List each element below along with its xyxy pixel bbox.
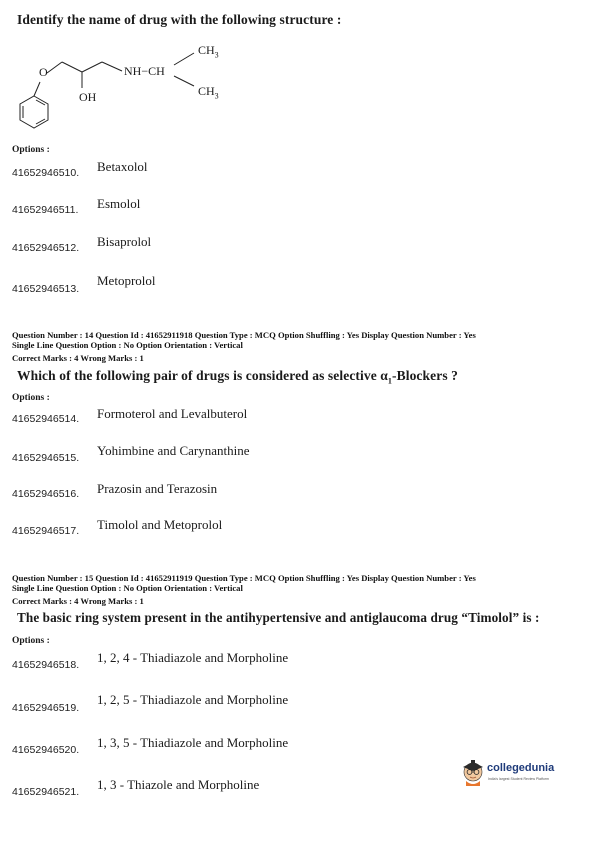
option-text[interactable]: Betaxolol <box>97 159 148 174</box>
option-id: 41652946518. <box>12 659 80 671</box>
options-label-14: Options : <box>12 393 50 403</box>
hydroxyl-label: OH <box>79 90 97 104</box>
chemical-structure <box>14 38 244 138</box>
option-text[interactable]: Formoterol and Levalbuterol <box>97 406 248 421</box>
option-id: 41652946519. <box>12 702 80 714</box>
question-14-text: Which of the following pair of drugs is considered as selective $\alpha_1$-Blockers ? <box>17 368 458 386</box>
option-text[interactable]: Bisaprolol <box>97 234 152 249</box>
option-id: 41652946514. <box>12 413 80 425</box>
option-text[interactable]: Prazosin and Terazosin <box>97 481 218 496</box>
question-15-meta-line2: Single Line Question Option : No Option Orientation : Vertical <box>12 583 243 593</box>
question-15-text: The basic ring system present in the antihypertensive and antiglaucoma drug “Timolol” is : <box>17 610 540 625</box>
option-id: 41652946520. <box>12 744 80 756</box>
option-text[interactable]: 1, 3 - Thiazole and Morpholine <box>97 777 260 792</box>
amine-label: NH−CH <box>124 64 165 78</box>
options-label-15: Options : <box>12 636 50 646</box>
option-text[interactable]: 1, 2, 5 - Thiadiazole and Morpholine <box>97 692 289 707</box>
benzene-ring <box>20 96 48 128</box>
brand-tagline: India's largest Student Review Platform <box>488 777 549 781</box>
question-15-marks: Correct Marks : 4 Wrong Marks : 1 <box>12 596 144 606</box>
option-id: 41652946511. <box>12 204 79 216</box>
option-id: 41652946521. <box>12 786 80 798</box>
mascot-icon <box>460 757 486 787</box>
option-text[interactable]: 1, 3, 5 - Thiadiazole and Morpholine <box>97 735 289 750</box>
collegedunia-watermark <box>460 757 570 791</box>
option-id: 41652946516. <box>12 488 80 500</box>
option-id: 41652946512. <box>12 242 80 254</box>
option-text[interactable]: 1, 2, 4 - Thiadiazole and Morpholine <box>97 650 289 665</box>
option-id: 41652946510. <box>12 167 80 179</box>
methyl-top-label: $CH_3$ <box>198 43 219 60</box>
question-14-meta-line2: Single Line Question Option : No Option Orientation : Vertical <box>12 340 243 350</box>
option-id: 41652946517. <box>12 525 80 537</box>
option-id: 41652946513. <box>12 283 80 295</box>
options-label-13: Options : <box>12 145 50 155</box>
question-14-meta-line1: Question Number : 14 Question Id : 41652911918 Question Type : MCQ Option Shuffling : Yes Display Question Number : Yes <box>12 330 476 340</box>
question-13-text: Identify the name of drug with the following structure : <box>17 12 342 27</box>
brand-name: collegedunia <box>487 762 555 774</box>
option-text[interactable]: Yohimbine and Carynanthine <box>97 443 250 458</box>
option-text[interactable]: Esmolol <box>97 196 141 211</box>
oxygen-label: O <box>39 65 48 79</box>
question-14-marks: Correct Marks : 4 Wrong Marks : 1 <box>12 353 144 363</box>
option-text[interactable]: Metoprolol <box>97 273 156 288</box>
methyl-bottom-label: $CH_3$ <box>198 84 219 101</box>
option-id: 41652946515. <box>12 452 80 464</box>
question-15-meta-line1: Question Number : 15 Question Id : 41652911919 Question Type : MCQ Option Shuffling : Yes Display Question Number : Yes <box>12 573 476 583</box>
option-text[interactable]: Timolol and Metoprolol <box>97 517 223 532</box>
